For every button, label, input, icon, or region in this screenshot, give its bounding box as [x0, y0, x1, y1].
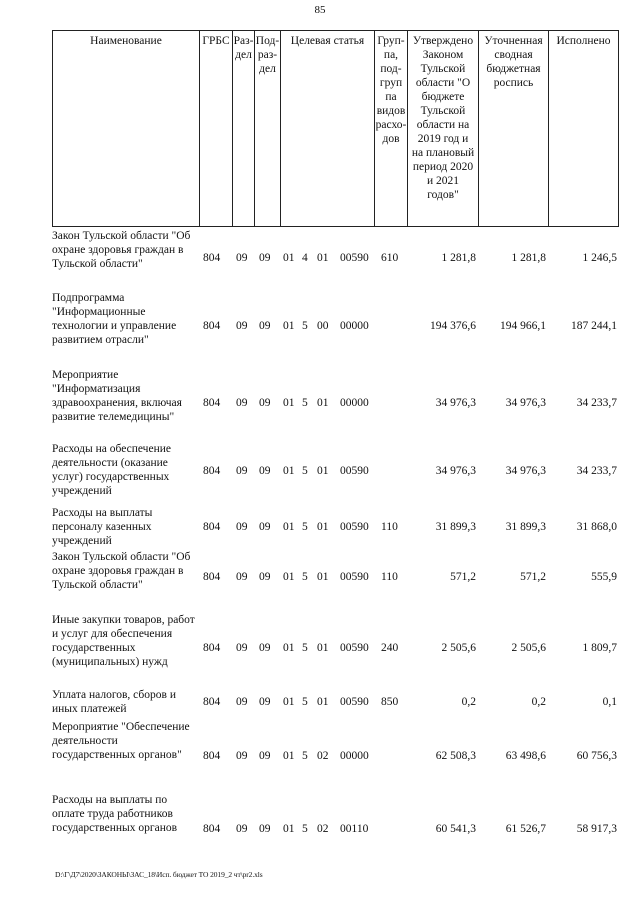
- row-razdel: 09: [236, 252, 248, 264]
- row-t4: 00000: [340, 750, 369, 762]
- row-t3: 00: [317, 320, 329, 332]
- row-approved: 571,2: [450, 571, 476, 583]
- row-name: Закон Тульской области "Об охране здоровья граждан в Тульской области": [52, 230, 191, 270]
- row-t2: 5: [302, 642, 308, 654]
- row-executed: 187 244,1: [571, 320, 617, 332]
- row-executed: 0,1: [602, 696, 617, 708]
- row-podrazdel: 09: [259, 252, 271, 264]
- row-name: Уплата налогов, сборов и иных платежей: [52, 689, 176, 715]
- row-t1: 01: [283, 521, 295, 533]
- row-t3: 02: [317, 750, 329, 762]
- row-executed: 1 246,5: [582, 252, 617, 264]
- row-approved: 31 899,3: [435, 521, 476, 533]
- row-podrazdel: 09: [259, 320, 271, 332]
- row-podrazdel: 09: [259, 642, 271, 654]
- row-t4: 00590: [340, 465, 369, 477]
- row-t2: 5: [302, 823, 308, 835]
- row-razdel: 09: [236, 823, 248, 835]
- row-t1: 01: [283, 823, 295, 835]
- row-refined: 61 526,7: [505, 823, 546, 835]
- header-executed: Исполнено: [549, 30, 619, 227]
- row-t4: 00110: [340, 823, 369, 835]
- row-t1: 01: [283, 397, 295, 409]
- row-razdel: 09: [236, 397, 248, 409]
- row-executed: 31 868,0: [576, 521, 617, 533]
- row-approved: 1 281,8: [441, 252, 476, 264]
- row-name: Мероприятие "Обеспечение деятельности государственных органов": [52, 721, 190, 761]
- row-razdel: 09: [236, 642, 248, 654]
- row-executed: 60 756,3: [576, 750, 617, 762]
- row-refined: 2 505,6: [511, 642, 546, 654]
- row-approved: 194 376,6: [430, 320, 476, 332]
- header-razdel: Раз- дел: [233, 30, 255, 227]
- row-t2: 5: [302, 521, 308, 533]
- row-t1: 01: [283, 696, 295, 708]
- row-name: Закон Тульской области "Об охране здоровья граждан в Тульской области": [52, 551, 191, 591]
- row-t4: 00590: [340, 642, 369, 654]
- row-group: 110: [381, 571, 398, 583]
- row-t1: 01: [283, 571, 295, 583]
- row-t1: 01: [283, 252, 295, 264]
- header-grbs: ГРБС: [200, 30, 233, 227]
- row-executed: 34 233,7: [576, 397, 617, 409]
- file-path: D:\Г\Д7\2020\ЗАКОНЫ\ЗАС_18\Исп. бюджет ТО 2019_2 чт\pr2.xls: [55, 870, 263, 879]
- row-t1: 01: [283, 465, 295, 477]
- row-name: Расходы на выплаты персоналу казенных учреждений: [52, 507, 153, 547]
- row-refined: 571,2: [520, 571, 546, 583]
- row-executed: 555,9: [591, 571, 617, 583]
- page-number: 85: [314, 4, 326, 16]
- row-approved: 34 976,3: [435, 397, 476, 409]
- row-refined: 0,2: [531, 696, 546, 708]
- row-t4: 00000: [340, 397, 369, 409]
- row-razdel: 09: [236, 521, 248, 533]
- row-grbs: 804: [203, 823, 221, 835]
- header-target-article: Целевая статья: [281, 30, 375, 227]
- row-razdel: 09: [236, 571, 248, 583]
- row-refined: 34 976,3: [505, 397, 546, 409]
- row-t2: 5: [302, 696, 308, 708]
- row-grbs: 804: [203, 571, 221, 583]
- row-group: 240: [381, 642, 399, 654]
- row-t3: 01: [317, 465, 329, 477]
- header-refined: Уточненная сводная бюджетная роспись: [479, 30, 549, 227]
- row-podrazdel: 09: [259, 521, 271, 533]
- row-executed: 58 917,3: [576, 823, 617, 835]
- row-name: Подпрограмма "Информационные технологии и управление развитием отрасли": [52, 292, 177, 346]
- row-podrazdel: 09: [259, 750, 271, 762]
- row-grbs: 804: [203, 397, 221, 409]
- row-podrazdel: 09: [259, 465, 271, 477]
- row-grbs: 804: [203, 521, 221, 533]
- row-t4: 00590: [340, 571, 369, 583]
- row-refined: 194 966,1: [500, 320, 546, 332]
- row-t3: 01: [317, 571, 329, 583]
- row-podrazdel: 09: [259, 823, 271, 835]
- row-razdel: 09: [236, 750, 248, 762]
- row-t3: 02: [317, 823, 329, 835]
- row-t4: 00590: [340, 521, 369, 533]
- row-razdel: 09: [236, 320, 248, 332]
- row-t4: 00590: [340, 696, 369, 708]
- header-approved: Утверждено Законом Тульской области "О бюджете Тульской области на 2019 год и на плановый период 2020 и 2021 годов": [408, 30, 479, 227]
- row-name: Иные закупки товаров, работ и услуг для обеспечения государственных (муниципальных) нужд: [52, 614, 195, 668]
- row-grbs: 804: [203, 252, 221, 264]
- row-t3: 01: [317, 642, 329, 654]
- row-t2: 5: [302, 320, 308, 332]
- row-t2: 5: [302, 750, 308, 762]
- row-refined: 31 899,3: [505, 521, 546, 533]
- row-t2: 5: [302, 571, 308, 583]
- row-approved: 2 505,6: [441, 642, 476, 654]
- row-grbs: 804: [203, 642, 221, 654]
- row-approved: 60 541,3: [435, 823, 476, 835]
- row-t2: 4: [302, 252, 308, 264]
- row-refined: 63 498,6: [505, 750, 546, 762]
- row-podrazdel: 09: [259, 397, 271, 409]
- row-refined: 34 976,3: [505, 465, 546, 477]
- row-name: Расходы на обеспечение деятельности (оказание услуг) государственных учреждений: [52, 443, 171, 497]
- row-executed: 1 809,7: [582, 642, 617, 654]
- row-executed: 34 233,7: [576, 465, 617, 477]
- row-t4: 00590: [340, 252, 369, 264]
- row-refined: 1 281,8: [511, 252, 546, 264]
- row-t3: 01: [317, 397, 329, 409]
- row-razdel: 09: [236, 696, 248, 708]
- row-group: 610: [381, 252, 399, 264]
- row-podrazdel: 09: [259, 696, 271, 708]
- row-grbs: 804: [203, 750, 221, 762]
- row-name: Мероприятие "Информатизация здравоохранения, включая развитие телемедицины": [52, 369, 182, 423]
- row-grbs: 804: [203, 320, 221, 332]
- header-podrazdel: Под- раз- дел: [255, 30, 281, 227]
- row-grbs: 804: [203, 696, 221, 708]
- row-t1: 01: [283, 642, 295, 654]
- row-t3: 01: [317, 696, 329, 708]
- row-group: 110: [381, 521, 398, 533]
- row-t4: 00000: [340, 320, 369, 332]
- row-approved: 0,2: [461, 696, 476, 708]
- row-podrazdel: 09: [259, 571, 271, 583]
- row-t2: 5: [302, 397, 308, 409]
- row-t1: 01: [283, 750, 295, 762]
- row-t3: 01: [317, 521, 329, 533]
- row-razdel: 09: [236, 465, 248, 477]
- row-t1: 01: [283, 320, 295, 332]
- row-name: Расходы на выплаты по оплате труда работников государственных органов: [52, 794, 178, 834]
- row-t3: 01: [317, 252, 329, 264]
- header-name: Наименование: [52, 30, 200, 227]
- row-group: 850: [381, 696, 399, 708]
- row-t2: 5: [302, 465, 308, 477]
- row-approved: 34 976,3: [435, 465, 476, 477]
- row-approved: 62 508,3: [435, 750, 476, 762]
- row-grbs: 804: [203, 465, 221, 477]
- header-group: Груп- па, под- груп па видов расхо- дов: [375, 30, 408, 227]
